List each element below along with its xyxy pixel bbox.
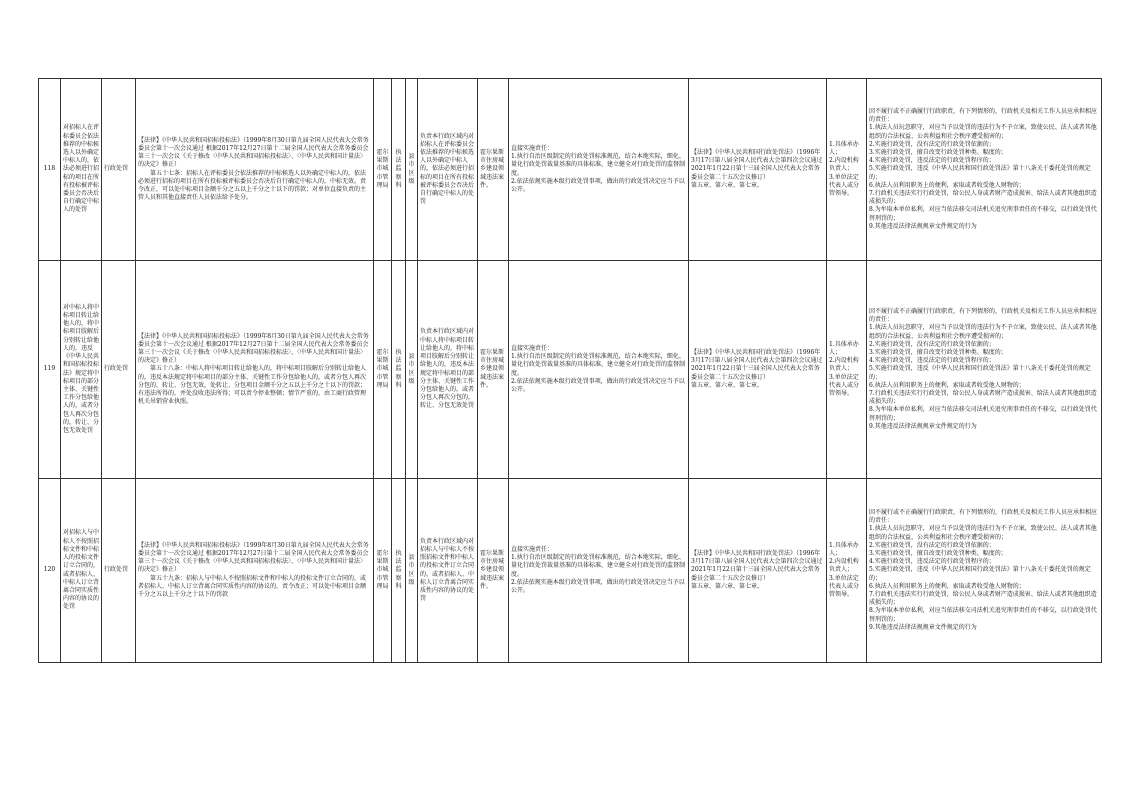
text-line: 9.其他违反法律法规规章文件规定的行为 (869, 222, 977, 230)
text-line: 1.执法人员玩忽职守，对应当予以处罚的违法行为不予立案，致使公民、法人或者其他组织的合法权益、公共利益和社会秩序遭受损害的； (869, 525, 1097, 541)
text-line: 3.实施行政处罚，擅自改变行政处罚种类、幅度的； (869, 348, 1007, 356)
table-body (39, 79, 1102, 663)
office-cell: 执法监察科 (392, 479, 406, 663)
duty-cell: 负责本行政区域内对招标人与中标人不按照招标文件和中标人的投标文件订立合同的，或者招标人、中标人订立背离合同实质性内容的协议的处罚 (418, 479, 478, 663)
category-cell: 行政处罚 (102, 79, 136, 261)
duty-cell: 负责本行政区域内对中标人将中标项目转让给他人的，将中标项目肢解后分别转让给他人的，违反本法规定将中标项目的部分主体、关键性工作分包给他人的，或者分包人再次分包的，转让、分包无效处罚 (418, 261, 478, 479)
text-line: 【法律】《中华人民共和国行政处罚法》（1996年3月17日第八届全国人民代表大会第四次会议通过 2021年1月22日第十三届全国人民代表大会常务委员会第二十五次会议修订） (691, 148, 829, 181)
department-cell: 霍尔果斯市城市管理局 (374, 261, 392, 479)
text-line: 7.行政机关违法实行行政处罚，给公民人身或者财产造成损害、给法人或者其他组织造成损失的； (869, 390, 1097, 406)
text-line: 第五章、第六章、第七章。 (691, 582, 764, 590)
text-line: 8.为牟取本单位私利，对应当依法移交司法机关追究刑事责任的不移交，以行政处罚代替刑罚的； (869, 206, 1097, 222)
liable-subject-cell (827, 79, 867, 261)
matter-name-cell: 对招标人在评标委员会依法推荐的中标候选人以外确定中标人的，依法必须进行招标的项目在所有投标被评标委员会否决后自行确定中标人的处罚 (61, 79, 102, 261)
legal-basis-cell (136, 79, 374, 261)
accountability-basis-cell (689, 261, 827, 479)
text-line: 2.内设机构负责人； (829, 558, 859, 574)
text-line: 第五章、第六章、第七章。 (691, 181, 764, 189)
row-number: 120 (39, 479, 61, 663)
text-line: 4.实施行政处罚，违反法定的行政处罚程序的； (869, 157, 995, 165)
liable-subject-cell (827, 261, 867, 479)
implementation-cell (509, 479, 689, 663)
table-row (39, 79, 1102, 261)
row-number: 119 (39, 261, 61, 479)
text-line: 【法律】《中华人民共和国行政处罚法》（1996年3月17日第八届全国人民代表大会第四次会议通过 2021年1月22日第十三届全国人民代表大会常务委员会第二十五次会议修订） (691, 348, 829, 381)
department-cell: 霍尔果斯市城市管理局 (374, 479, 392, 663)
text-line: 1.执法人员玩忽职守，对应当予以处罚的违法行为不予立案，致使公民、法人或者其他组织的合法权益、公共利益和社会秩序遭受损害的； (869, 324, 1097, 340)
text-line: 1.执法人员玩忽职守，对应当予以处罚的违法行为不予立案，致使公民、法人或者其他组织的合法权益、公共利益和社会秩序遭受损害的； (869, 124, 1097, 140)
text-line: 5.实施行政处罚，违反《中华人民共和国行政处罚法》第十八条关于委托处罚的规定的； (869, 165, 1091, 181)
implementation-cell (509, 79, 689, 261)
accountability-basis-cell (689, 79, 827, 261)
department-cell: 霍尔果斯市城市管理局 (374, 79, 392, 261)
text-line: 6.执法人员利用职务上的便利，索取或者收受他人财物的； (869, 582, 1025, 590)
text-line: 7.行政机关违法实行行政处罚，给公民人身或者财产造成损害、给法人或者其他组织造成损失的； (869, 190, 1097, 206)
row-number: 118 (39, 79, 61, 261)
text-line: 3.实施行政处罚，擅自改变行政处罚种类、幅度的； (869, 148, 1007, 156)
shared-duty-cell: 霍尔果斯市住房城乡建设领域违法案件。 (478, 261, 509, 479)
implementation-cell (509, 261, 689, 479)
table-row (39, 479, 1102, 663)
text-line: 因不履行或不正确履行行政职责，有下列情形的，行政机关及相关工作人员应承担相应的责任： (869, 307, 1098, 324)
office-cell: 执法监察科 (392, 261, 406, 479)
accountability-circumstances-cell (867, 79, 1102, 261)
text-line: 9.其他违反法律法规规章文件规定的行为 (869, 623, 977, 631)
accountability-basis-cell (689, 479, 827, 663)
text-line: 3.单位法定代表人或分管领导。 (829, 373, 860, 397)
legal-basis-cell (136, 261, 374, 479)
text-line: 1.执行自治区级制定的行政处罚标准规范，结合本地实际，细化、量化行政处罚裁量基准的具体标准，建立健全对行政处罚的监督制度。 (511, 554, 686, 578)
text-line: 2.依法依规实施本级行政处罚事项，做出的行政处罚决定应当予以公开。 (511, 377, 685, 393)
text-line: 因不履行或不正确履行行政职责，有下列情形的，行政机关及相关工作人员应承担相应的责任： (869, 508, 1098, 525)
text-line: 直接实施责任： (511, 545, 554, 553)
text-line: 直接实施责任： (511, 344, 554, 352)
legal-basis-heading: 【法律】《中华人民共和国招标投标法》（1999年8月30日第九届全国人民代表大会常务委员会第十一次会议通过 根据2017年12月27日第十二届全国人民代表大会常务委员会第三十一次会议《关于修改〈中华人民共和国招标投标法〉、〈中华人民共和国计量法〉的决定》修正） (138, 136, 369, 169)
text-line: 9.其他违反法律法规规章文件规定的行为 (869, 422, 977, 430)
table-row (39, 261, 1102, 479)
text-line: 1.具体承办人； (829, 140, 859, 156)
text-line: 6.执法人员利用职务上的便利，索取或者收受他人财物的； (869, 381, 1025, 389)
shared-duty-cell: 霍尔果斯市住房城乡建设领域违法案件。 (478, 79, 509, 261)
liable-subject-cell (827, 479, 867, 663)
legal-basis-article: 第五十七条：招标人在评标委员会依法推荐的中标候选人以外确定中标人的，依法必须进行招标的项目在所有投标被评标委员会否决后自行确定中标人的，中标无效。责令改正，可以处中标项目金额千分之五以上千分之十以下的罚款；对单位直接负责的主管人员和其他直接责任人员依法给予处分。 (138, 169, 367, 202)
legal-basis-article: 第五十九条：招标人与中标人不按照招标文件和中标人的投标文件订立合同的，或者招标人、中标人订立背离合同实质性内容的协议的，责令改正；可以处中标项目金额千分之五以上千分之十以下的罚款 (138, 574, 367, 598)
level-cell: 县市区级 (406, 261, 418, 479)
text-line: 4.实施行政处罚，违反法定的行政处罚程序的； (869, 558, 995, 566)
text-line: 直接实施责任： (511, 144, 554, 152)
category-cell: 行政处罚 (102, 479, 136, 663)
text-line: 2.实施行政处罚，没有法定的行政处罚依据的； (869, 140, 995, 148)
legal-basis-heading: 【法律】《中华人民共和国招标投标法》（1999年8月30日第九届全国人民代表大会常务委员会第十一次会议通过 根据2017年12月27日第十二届全国人民代表大会常务委员会第三十一次会议《关于修改〈中华人民共和国招标投标法〉、〈中华人民共和国计量法〉的决定》修正） (138, 332, 369, 365)
accountability-circumstances-cell (867, 479, 1102, 663)
level-cell: 县市区级 (406, 79, 418, 261)
text-line: 6.执法人员利用职务上的便利，索取或者收受他人财物的； (869, 181, 1025, 189)
responsibility-table (38, 78, 1102, 663)
text-line: 1.具体承办人； (829, 541, 859, 557)
shared-duty-cell: 霍尔果斯市住房城乡建设领域违法案件。 (478, 479, 509, 663)
legal-basis-article: 第五十八条：中标人将中标项目转让给他人的，将中标项目肢解后分别转让给他人的，违反本法规定将中标项目的部分主体、关键性工作分包给他人的，或者分包人再次分包的，转让、分包无效，处转让、分包项目金额千分之五以上千分之十以下的罚款；有违法所得的，并处没收违法所得；可以责令停业整顿；情节严重的，由工商行政管理机关吊销营业执照。 (138, 365, 367, 406)
text-line: 3.单位法定代表人或分管领导。 (829, 574, 860, 598)
legal-basis-cell (136, 479, 374, 663)
matter-name-cell: 对中标人将中标项目转让给他人的，将中标项目肢解后分别转让给他人的，违反《中华人民共和国招标投标法》规定将中标项目的部分主体、关键性工作分包给他人的，或者分包人再次分包的，转让、分包无效处罚 (61, 261, 102, 479)
text-line: 2.实施行政处罚，没有法定的行政处罚依据的； (869, 340, 995, 348)
text-line: 2.依法依规实施本级行政处罚事项，做出的行政处罚决定应当予以公开。 (511, 578, 685, 594)
text-line: 3.实施行政处罚，擅自改变行政处罚种类、幅度的； (869, 549, 1007, 557)
text-line: 因不履行或不正确履行行政职责，有下列情形的，行政机关及相关工作人员应承担相应的责任： (869, 107, 1098, 124)
text-line: 8.为牟取本单位私利，对应当依法移交司法机关追究刑事责任的不移交，以行政处罚代替刑罚的； (869, 607, 1097, 623)
legal-basis-heading: 【法律】《中华人民共和国招标投标法》（1999年8月30日第九届全国人民代表大会常务委员会第十一次会议通过 根据2017年12月27日第十二届全国人民代表大会常务委员会第三十一次会议《关于修改〈中华人民共和国招标投标法〉、〈中华人民共和国计量法〉的决定》修正） (138, 541, 369, 574)
category-cell: 行政处罚 (102, 261, 136, 479)
text-line: 8.为牟取本单位私利，对应当依法移交司法机关追究刑事责任的不移交，以行政处罚代替刑罚的； (869, 406, 1097, 422)
matter-name-cell: 对招标人与中标人不按照招标文件和中标人的投标文件订立合同的，或者招标人、中标人订立背离合同实质性内容的协议的处罚 (61, 479, 102, 663)
text-line: 第五章、第六章、第七章。 (691, 381, 764, 389)
text-line: 1.执行自治区级制定的行政处罚标准规范，结合本地实际，细化、量化行政处罚裁量基准的具体标准，建立健全对行政处罚的监督制度。 (511, 353, 686, 377)
text-line: 2.内设机构负责人； (829, 357, 859, 373)
text-line: 5.实施行政处罚，违反《中华人民共和国行政处罚法》第十八条关于委托处罚的规定的； (869, 365, 1091, 381)
office-cell: 执法监察科 (392, 79, 406, 261)
text-line: 7.行政机关违法实行行政处罚，给公民人身或者财产造成损害、给法人或者其他组织造成损失的； (869, 591, 1097, 607)
text-line: 2.依法依规实施本级行政处罚事项，做出的行政处罚决定应当予以公开。 (511, 177, 685, 193)
text-line: 5.实施行政处罚，违反《中华人民共和国行政处罚法》第十八条关于委托处罚的规定的； (869, 566, 1091, 582)
text-line: 2.实施行政处罚，没有法定的行政处罚依据的； (869, 541, 995, 549)
level-cell: 县市区级 (406, 479, 418, 663)
accountability-circumstances-cell (867, 261, 1102, 479)
text-line: 4.实施行政处罚，违反法定的行政处罚程序的； (869, 357, 995, 365)
text-line: 1.具体承办人； (829, 340, 859, 356)
text-line: 【法律】《中华人民共和国行政处罚法》（1996年3月17日第八届全国人民代表大会第四次会议通过 2021年1月22日第十三届全国人民代表大会常务委员会第二十五次会议修订） (691, 549, 829, 582)
duty-cell: 负责本行政区域内对招标人在评标委员会依法推荐的中标候选人以外确定中标人的，依法必须进行招标的项目在所有投标被评标委员会否决后自行确定中标人的处罚 (418, 79, 478, 261)
text-line: 3.单位法定代表人或分管领导。 (829, 173, 860, 197)
text-line: 2.内设机构负责人； (829, 157, 859, 173)
text-line: 1.执行自治区级制定的行政处罚标准规范，结合本地实际，细化、量化行政处罚裁量基准的具体标准，建立健全对行政处罚的监督制度。 (511, 153, 686, 177)
